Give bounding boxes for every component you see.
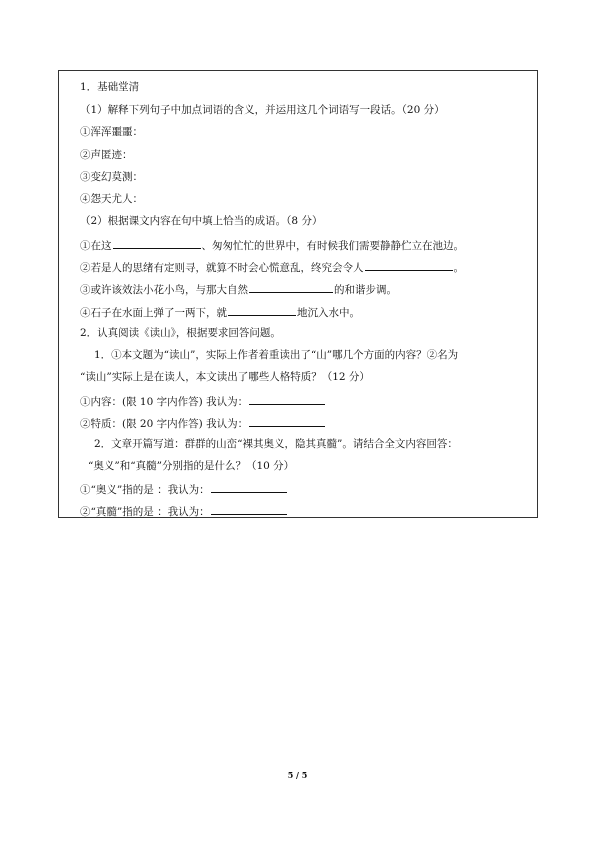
- answer-blank[interactable]: [249, 393, 325, 405]
- fill-sentence-1: ①在这 、匆匆忙忙的世界中，有时候我们需要静静伫立在池边。: [80, 237, 464, 253]
- vocab-item-2: ②声匿迹：: [80, 149, 133, 161]
- vocab-item-3: ③变幻莫测：: [80, 171, 143, 183]
- fill-sentence-2: ②若是人的思绪有定则寻，就算不时会心慌意乱，终究会令人 。: [80, 259, 464, 275]
- question-2-prompt: （2）根据课文内容在句中填上恰当的成语。（8 分）: [80, 215, 323, 227]
- answer-blank[interactable]: [228, 304, 296, 316]
- fill-sentence-4: ④石子在水面上弹了一两下，就 地沉入水中。: [80, 304, 360, 320]
- answer-blank[interactable]: [365, 259, 453, 271]
- reading-question-1-line-1: 1．①本文题为“读山”，实际上作者着重读出了“山”哪几个方面的内容？②名为: [94, 349, 459, 361]
- answer-content: ①内容：(限 10 字内作答) 我认为：: [80, 393, 326, 409]
- answer-blank[interactable]: [249, 281, 333, 293]
- section-1-title: 1．基础堂清: [80, 81, 140, 93]
- answer-essence: ②“真髓”指的是 ：我认为：: [80, 503, 288, 519]
- reading-question-2-line-1: 2．文章开篇写道：群群的山峦“裸其奥义，隐其真髓”。请结合全文内容回答：: [94, 438, 458, 450]
- vocab-item-4: ④怨天尤人：: [80, 193, 143, 205]
- answer-blank[interactable]: [211, 503, 287, 515]
- vocab-item-1: ①浑浑噩噩：: [80, 126, 143, 138]
- answer-blank[interactable]: [113, 237, 201, 249]
- answer-blank[interactable]: [211, 481, 287, 493]
- answer-meaning: ①“奥义”指的是 ：我认为：: [80, 481, 288, 497]
- reading-question-1-line-2: “读山”实际上是在读人，本文读出了哪些人格特质？（12 分）: [80, 371, 370, 383]
- section-2-title: 2．认真阅读《读山》，根据要求回答问题。: [80, 327, 281, 339]
- fill-sentence-3: ③或许该效法小花小鸟，与那大自然 的和谐步调。: [80, 281, 397, 297]
- answer-blank[interactable]: [249, 415, 325, 427]
- answer-traits: ②特质：(限 20 字内作答) 我认为：: [80, 415, 326, 431]
- page-number: 5 / 5: [287, 770, 308, 780]
- question-1-prompt: （1）解释下列句子中加点词语的含义，并运用这几个词语写一段话。（20 分）: [80, 104, 445, 116]
- reading-question-2-line-2: “奥义”和“真髓”分别指的是什么？（10 分）: [88, 460, 295, 472]
